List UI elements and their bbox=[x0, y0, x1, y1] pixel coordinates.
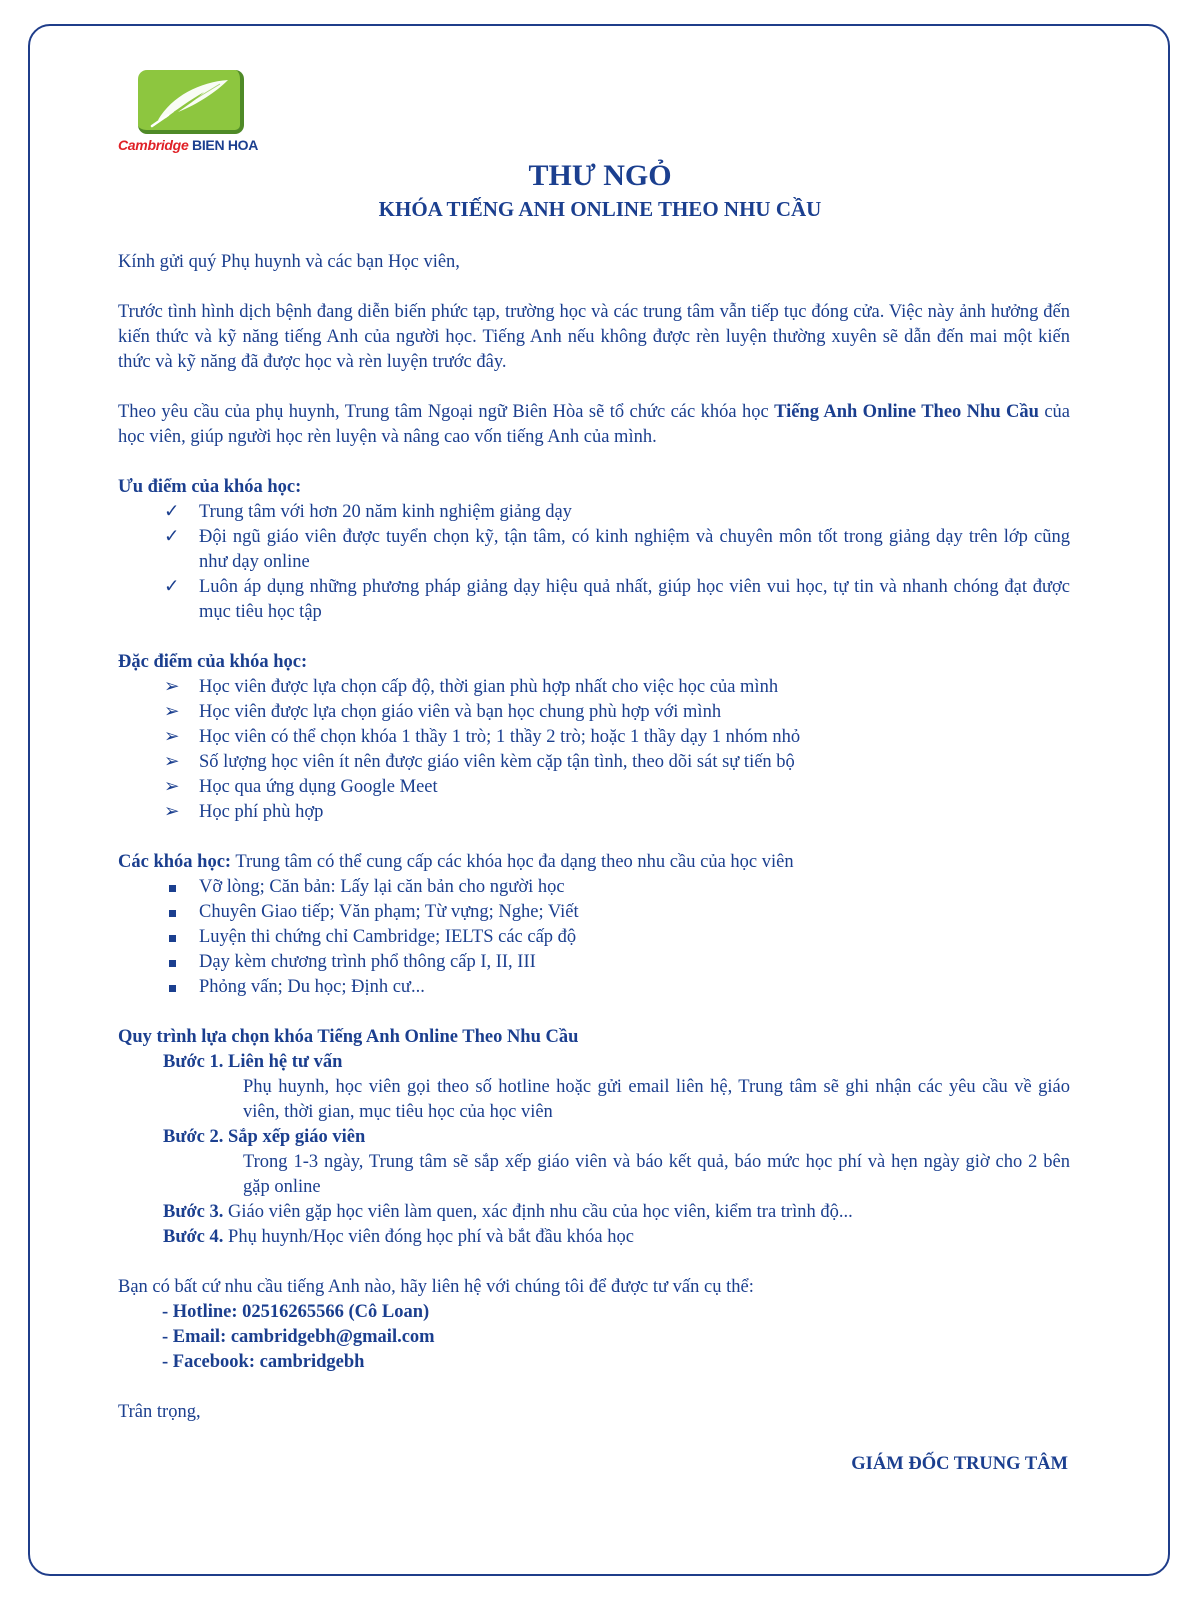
check-icon: ✓ bbox=[164, 527, 180, 547]
arrow-icon: ➢ bbox=[164, 777, 180, 797]
list-item: ➢ Học viên được lựa chọn giáo viên và bạn học chung phù hợp với mình bbox=[118, 700, 1070, 725]
square-bullet-icon bbox=[169, 960, 176, 967]
arrow-icon: ➢ bbox=[164, 802, 180, 822]
check-icon: ✓ bbox=[164, 502, 180, 522]
advantages-list bbox=[118, 500, 1070, 625]
features-heading: Đặc điểm của khóa học: bbox=[118, 652, 308, 672]
list-item: Phỏng vấn; Du học; Định cư... bbox=[118, 975, 1070, 1000]
courses-heading: Các khóa học: Trung tâm có thể cung cấp các khóa học đa dạng theo nhu cầu của học viên bbox=[118, 852, 794, 872]
list-item: Dạy kèm chương trình phổ thông cấp I, II, III bbox=[118, 950, 1070, 975]
check-icon: ✓ bbox=[164, 577, 180, 597]
intro-paragraph: Trước tình hình dịch bệnh đang diễn biến phức tạp, trường học và các trung tâm vẫn tiếp tục đóng cửa. Việc này ảnh hưởng đến kiến thức và kỹ năng tiếng Anh của người học. Tiếng Anh nếu không được rèn luyện thường xuyên sẽ dẫn đến mai một kiến thức và kỹ năng đã được học và rèn luyện trước đây. bbox=[118, 302, 1070, 372]
list-item: ➢ Học viên được lựa chọn cấp độ, thời gian phù hợp nhất cho việc học của mình bbox=[118, 675, 1070, 700]
list-item: ➢ Học viên có thể chọn khóa 1 thầy 1 trò; 1 thầy 2 trò; hoặc 1 thầy dạy 1 nhóm nhỏ bbox=[118, 725, 1070, 750]
list-item: ➢ Học phí phù hợp bbox=[118, 800, 1070, 825]
step-1-label: Bước 1. Liên hệ tư vấn bbox=[163, 1052, 343, 1072]
step-3: Bước 3. Giáo viên gặp học viên làm quen, xác định nhu cầu của học viên, kiểm tra trình độ... bbox=[163, 1202, 853, 1222]
arrow-icon: ➢ bbox=[164, 752, 180, 772]
arrow-icon: ➢ bbox=[164, 727, 180, 747]
request-paragraph bbox=[118, 400, 1070, 450]
list-item: Luyện thi chứng chỉ Cambridge; IELTS các cấp độ bbox=[118, 925, 1070, 950]
request-text: Theo yêu cầu của phụ huynh, Trung tâm Ngoại ngữ Biên Hòa sẽ tổ chức các khóa học bbox=[118, 402, 775, 422]
logo-brand: Cambridge bbox=[118, 137, 189, 153]
contact-intro: Bạn có bất cứ nhu cầu tiếng Anh nào, hãy liên hệ với chúng tôi để được tư vấn cụ thể: bbox=[118, 1277, 754, 1297]
contact-facebook[interactable]: - Facebook: cambridgebh bbox=[162, 1352, 365, 1372]
greeting: Kính gửi quý Phụ huynh và các bạn Học viên, bbox=[118, 252, 460, 272]
list-item: ✓ Luôn áp dụng những phương pháp giảng dạy hiệu quả nhất, giúp học viên vui học, tự tin và nhanh chóng đạt được mục tiêu học tập bbox=[164, 577, 1070, 622]
contact-email[interactable]: - Email: cambridgebh@gmail.com bbox=[162, 1327, 435, 1347]
square-bullet-icon bbox=[169, 935, 176, 942]
advantages-heading: Ưu điểm của khóa học: bbox=[118, 477, 302, 497]
feather-icon bbox=[138, 70, 240, 130]
request-highlight: Tiếng Anh Online Theo Nhu Cầu bbox=[774, 402, 1039, 422]
step-1-body: Phụ huynh, học viên gọi theo số hotline hoặc gửi email liên hệ, Trung tâm sẽ ghi nhận các yêu cầu về giáo viên, thời gian, mục tiêu học của học viên bbox=[243, 1077, 1070, 1122]
step-4: Bước 4. Phụ huynh/Học viên đóng học phí và bắt đầu khóa học bbox=[163, 1227, 634, 1247]
logo-badge bbox=[138, 70, 244, 134]
step-2-label: Bước 2. Sắp xếp giáo viên bbox=[163, 1127, 366, 1147]
list-item: ✓ Đội ngũ giáo viên được tuyển chọn kỹ, tận tâm, có kinh nghiệm và chuyên môn tốt trong giảng dạy trên lớp cũng như dạy online bbox=[164, 527, 1070, 572]
square-bullet-icon bbox=[169, 885, 176, 892]
square-bullet-icon bbox=[169, 910, 176, 917]
page-subtitle: KHÓA TIẾNG ANH ONLINE THEO NHU CẦU bbox=[378, 197, 822, 221]
process-heading: Quy trình lựa chọn khóa Tiếng Anh Online Theo Nhu Cầu bbox=[118, 1027, 579, 1047]
contact-hotline[interactable]: - Hotline: 02516265566 (Cô Loan) bbox=[162, 1302, 430, 1322]
letter-body bbox=[118, 250, 1070, 1425]
arrow-icon: ➢ bbox=[164, 677, 180, 697]
signature: GIÁM ĐỐC TRUNG TÂM bbox=[851, 1454, 1068, 1474]
courses-list bbox=[118, 875, 1070, 1000]
list-item: ✓ Trung tâm với hơn 20 năm kinh nghiệm giảng dạy bbox=[118, 500, 1070, 525]
logo-text bbox=[118, 137, 258, 153]
page-title: THƯ NGỎ bbox=[528, 159, 672, 192]
request-suffix: của học viên, giúp người học rèn luyện và nâng cao vốn tiếng Anh của mình. bbox=[118, 402, 1070, 447]
step-2-body: Trong 1-3 ngày, Trung tâm sẽ sắp xếp giáo viên và báo kết quả, báo mức học phí và hẹn ngày giờ cho 2 bên gặp online bbox=[243, 1152, 1070, 1197]
closing: Trân trọng, bbox=[118, 1402, 201, 1422]
list-item: ➢ Số lượng học viên ít nên được giáo viên kèm cặp tận tình, theo dõi sát sự tiến bộ bbox=[118, 750, 1070, 775]
square-bullet-icon bbox=[169, 985, 176, 992]
logo-city: BIEN HOA bbox=[192, 137, 259, 153]
list-item: Vỡ lòng; Căn bản: Lấy lại căn bản cho người học bbox=[118, 875, 1070, 900]
list-item: ➢ Học qua ứng dụng Google Meet bbox=[118, 775, 1070, 800]
arrow-icon: ➢ bbox=[164, 702, 180, 722]
features-list bbox=[118, 675, 1070, 825]
list-item: Chuyên Giao tiếp; Văn phạm; Từ vựng; Nghe; Viết bbox=[118, 900, 1070, 925]
